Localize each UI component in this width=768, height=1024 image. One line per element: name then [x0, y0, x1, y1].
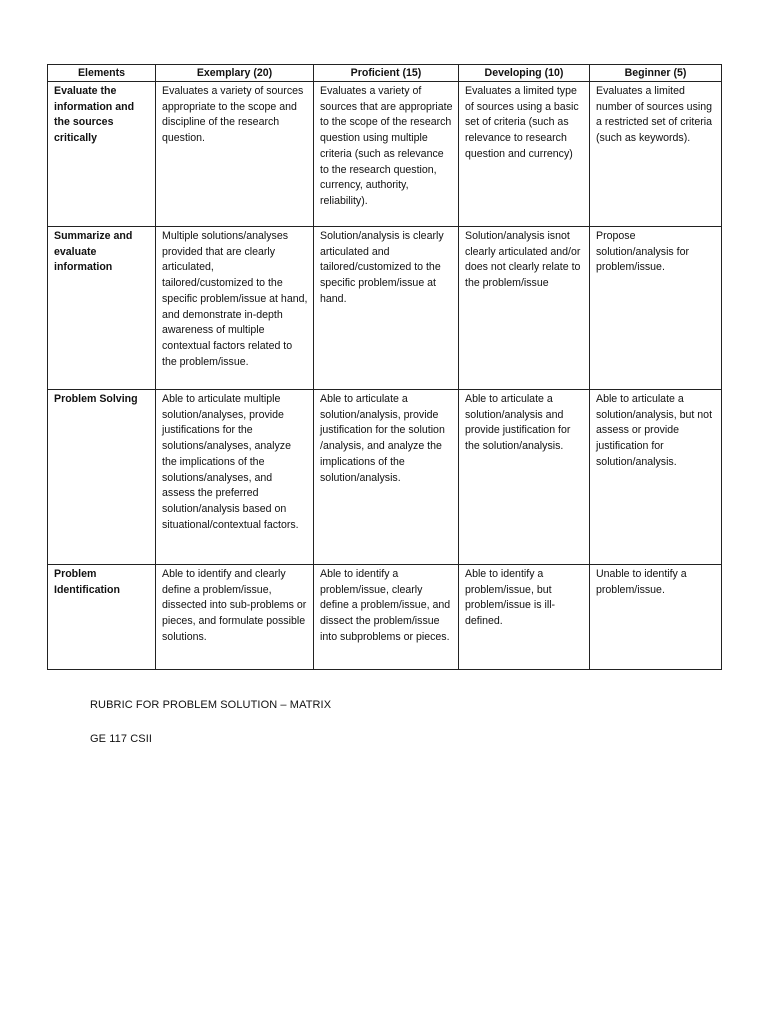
proficient-cell: Evaluates a variety of sources that are appropriate to the scope of the research question using multiple criteria (such as relevance to the research question, currency, authority, reliability). — [314, 82, 459, 227]
exemplary-cell: Able to identify and clearly define a problem/issue, dissected into sub-problems or pieces, and formulate possible solutions. — [156, 565, 314, 670]
beginner-cell: Propose solution/analysis for problem/issue. — [590, 227, 722, 390]
developing-cell: Able to articulate a solution/analysis and provide justification for the solution/analysis. — [459, 390, 590, 565]
header-row — [48, 65, 722, 82]
developing-cell: Solution/analysis isnot clearly articulated and/or does not clearly relate to the problem/issue — [459, 227, 590, 390]
beginner-cell: Evaluates a limited number of sources using a restricted set of criteria (such as keywords). — [590, 82, 722, 227]
header-developing: Developing (10) — [459, 65, 590, 82]
criterion-cell: Problem Identification — [48, 565, 156, 670]
header-proficient: Proficient (15) — [314, 65, 459, 82]
rubric-title: RUBRIC FOR PROBLEM SOLUTION – MATRIX — [90, 699, 332, 711]
table-row — [48, 565, 722, 670]
criterion-cell: Evaluate the information and the sources critically — [48, 82, 156, 227]
beginner-cell: Able to articulate a solution/analysis, but not assess or provide justification for solution/analysis. — [590, 390, 722, 565]
header-exemplary: Exemplary (20) — [156, 65, 314, 82]
developing-cell: Evaluates a limited type of sources using a basic set of criteria (such as relevance to research question and currency) — [459, 82, 590, 227]
criterion-cell: Problem Solving — [48, 390, 156, 565]
beginner-cell: Unable to identify a problem/issue. — [590, 565, 722, 670]
course-code: GE 117 CSII — [90, 733, 153, 745]
proficient-cell: Able to articulate a solution/analysis, provide justification for the solution /analysis, and analyze the implications of the solution/analysis. — [314, 390, 459, 565]
header-elements: Elements — [48, 65, 156, 82]
header-beginner: Beginner (5) — [590, 65, 722, 82]
criterion-cell: Summarize and evaluate information — [48, 227, 156, 390]
table-row — [48, 227, 722, 390]
table-row — [48, 82, 722, 227]
exemplary-cell: Multiple solutions/analyses provided that are clearly articulated, tailored/customized to the specific problem/issue at hand, and demonstrate in-depth awareness of multiple contextual factors related to the problem/issue. — [156, 227, 314, 390]
exemplary-cell: Able to articulate multiple solution/analyses, provide justifications for the solutions/analyses, analyze the implications of the solutions/analyses, and assess the preferred solution/analysis based on situational/contextual factors. — [156, 390, 314, 565]
exemplary-cell: Evaluates a variety of sources appropriate to the scope and discipline of the research question. — [156, 82, 314, 227]
table-row — [48, 390, 722, 565]
proficient-cell: Able to identify a problem/issue, clearly define a problem/issue, and dissect the problem/issue into subproblems or pieces. — [314, 565, 459, 670]
developing-cell: Able to identify a problem/issue, but problem/issue is ill-defined. — [459, 565, 590, 670]
proficient-cell: Solution/analysis is clearly articulated and tailored/customized to the specific problem/issue at hand. — [314, 227, 459, 390]
rubric-table — [47, 64, 722, 670]
